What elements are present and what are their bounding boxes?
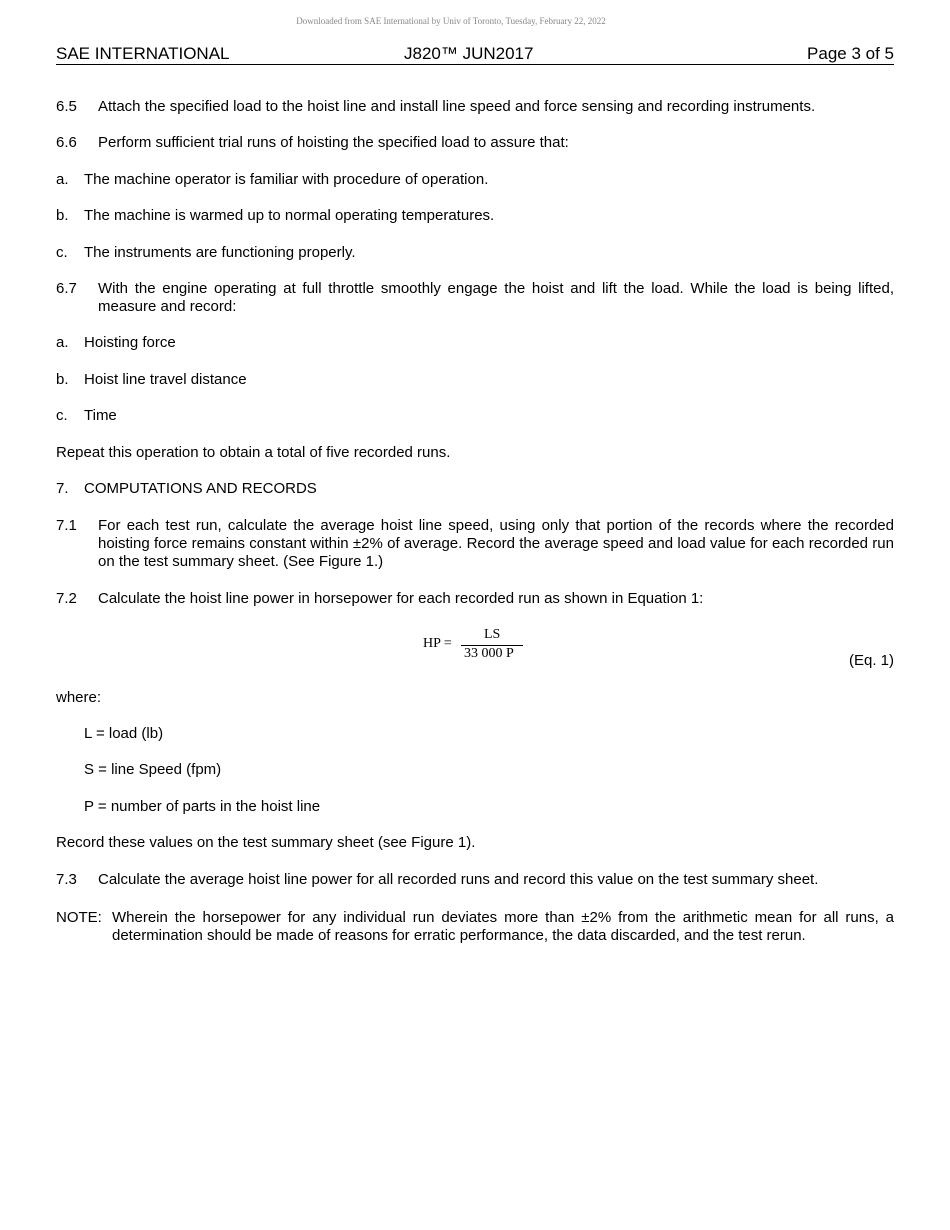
list-item-label: b. xyxy=(56,207,69,224)
list-item-label: b. xyxy=(56,371,69,388)
list-item-text: Hoist line travel distance xyxy=(84,371,247,388)
definition-text: L = load (lb) xyxy=(84,725,164,742)
header-org: SAE INTERNATIONAL xyxy=(56,44,230,63)
page-header xyxy=(56,44,894,65)
section-7-2 xyxy=(56,590,894,608)
section-number: 6.5 xyxy=(56,98,77,115)
download-watermark: Downloaded from SAE International by Univ of Toronto, Tuesday, February 22, 2022 xyxy=(296,16,606,26)
section-number: 7.2 xyxy=(56,590,77,607)
equation-lhs: HP = xyxy=(423,636,452,651)
definition-item xyxy=(56,761,894,779)
list-item-text: The machine is warmed up to normal operating temperatures. xyxy=(84,207,495,224)
equation-numerator: LS xyxy=(484,627,501,642)
list-item xyxy=(56,171,894,189)
section-6-5 xyxy=(56,98,894,116)
section-number: 6.6 xyxy=(56,134,77,151)
section-number: 7.1 xyxy=(56,517,77,534)
list-item-label: c. xyxy=(56,407,68,424)
section-number: 7.3 xyxy=(56,871,77,888)
note-label: NOTE: xyxy=(56,909,102,926)
header-doc-id: J820™ JUN2017 xyxy=(404,44,534,63)
list-item xyxy=(56,207,894,225)
repeat-paragraph xyxy=(56,444,894,462)
paragraph-text: Record these values on the test summary sheet (see Figure 1). xyxy=(56,834,476,851)
record-paragraph xyxy=(56,834,894,852)
definition-item xyxy=(56,798,894,816)
list-item-label: c. xyxy=(56,244,68,261)
header-page-number: Page 3 of 5 xyxy=(807,44,894,63)
section-6-6 xyxy=(56,134,894,152)
paragraph-text: where: xyxy=(56,689,102,706)
section-text: Calculate the average hoist line power for all recorded runs and record this value on the test summary sheet. xyxy=(98,871,819,888)
paragraph-text: Repeat this operation to obtain a total of five recorded runs. xyxy=(56,444,451,461)
equation-label: (Eq. 1) xyxy=(848,652,894,669)
section-text: With the engine operating at full throttle smoothly engage the hoist and lift the load. While the load is being lifted, measure and record: xyxy=(98,280,894,315)
where-label xyxy=(56,689,894,707)
equation-denominator: 33 000 P xyxy=(464,646,514,661)
list-item-text: Hoisting force xyxy=(84,334,176,351)
section-7-3 xyxy=(56,871,894,889)
section-7-heading xyxy=(56,480,894,498)
section-text: Perform sufficient trial runs of hoisting the specified load to assure that: xyxy=(98,134,569,151)
list-item-text: The machine operator is familiar with procedure of operation. xyxy=(84,171,489,188)
section-text: Calculate the hoist line power in horsepower for each recorded run as shown in Equation 1: xyxy=(98,590,704,607)
list-item-text: Time xyxy=(84,407,117,424)
definition-text: S = line Speed (fpm) xyxy=(84,761,222,778)
section-number: 6.7 xyxy=(56,280,77,297)
definition-item xyxy=(56,725,894,743)
list-item-label: a. xyxy=(56,334,69,351)
note-text: Wherein the horsepower for any individual run deviates more than ±2% from the arithmetic mean for all runs, a determination should be made of reasons for erratic performance, the data discarded, and the test rerun. xyxy=(112,909,894,944)
list-item xyxy=(56,244,894,262)
definition-text: P = number of parts in the hoist line xyxy=(84,798,321,815)
list-item xyxy=(56,334,894,352)
section-7-1 xyxy=(56,517,894,571)
section-number: 7. xyxy=(56,480,69,497)
note xyxy=(56,909,894,945)
list-item-label: a. xyxy=(56,171,69,188)
list-item-text: The instruments are functioning properly. xyxy=(84,244,356,261)
section-text: Attach the specified load to the hoist line and install line speed and force sensing and recording instruments. xyxy=(98,98,816,115)
section-text: For each test run, calculate the average hoist line speed, using only that portion of the records where the recorded hoisting force remains constant within ±2% of average. Record the average speed and load value for each recorded run on the test summary sheet. (See Figure 1.) xyxy=(98,517,894,570)
section-heading: COMPUTATIONS AND RECORDS xyxy=(84,480,317,497)
list-item xyxy=(56,371,894,389)
list-item xyxy=(56,407,894,425)
section-6-7 xyxy=(56,280,894,316)
